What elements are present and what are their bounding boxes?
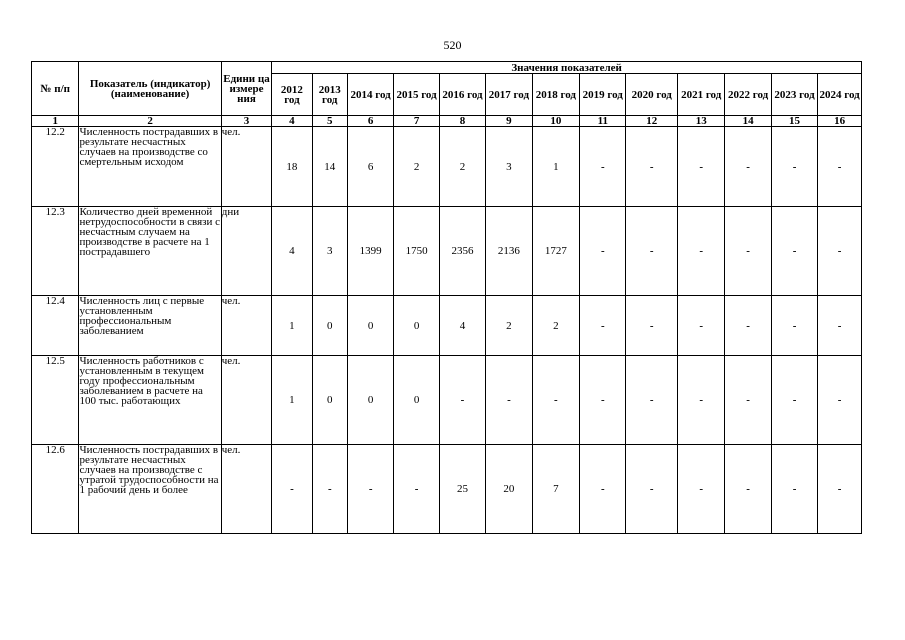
value-cell: - [725,207,771,296]
value-cell: - [486,356,532,445]
column-number: 5 [312,116,347,127]
value-cell: - [677,127,724,207]
indicators-table [31,61,862,534]
value-cell: 0 [347,296,393,356]
header-year: 2017 год [486,74,532,116]
value-cell: 20 [486,445,532,534]
value-cell: - [580,296,626,356]
value-cell: - [771,207,817,296]
value-cell: 0 [312,296,347,356]
value-cell: 4 [272,207,312,296]
value-cell: - [626,445,677,534]
value-cell: - [532,356,579,445]
header-year: 2015 год [394,74,439,116]
column-number: 1 [32,116,79,127]
table-row [32,127,862,207]
value-cell: - [580,356,626,445]
indicator-name: Количество дней временной нетрудоспособности в связи с несчастным случаем на производстве в расчете на 1 пострадавшего [79,207,221,296]
value-cell: - [725,356,771,445]
value-cell: - [580,127,626,207]
column-number: 10 [532,116,579,127]
value-cell: - [677,445,724,534]
table-row [32,207,862,296]
value-cell: - [725,296,771,356]
row-number: 12.2 [32,127,79,207]
value-cell: 25 [439,445,485,534]
header-unit: Едини ца измере ния [221,62,271,116]
value-cell: 2 [439,127,485,207]
column-number: 15 [771,116,817,127]
value-cell: - [677,356,724,445]
value-cell: - [580,207,626,296]
column-number: 11 [580,116,626,127]
row-number: 12.4 [32,296,79,356]
value-cell: 14 [312,127,347,207]
header-values-group: Значения показателей [272,62,862,74]
value-cell: 4 [439,296,485,356]
header-year: 2020 год [626,74,677,116]
unit-cell: чел. [221,356,271,445]
column-number: 2 [79,116,221,127]
value-cell: 1 [272,356,312,445]
indicator-name: Численность пострадавших в результате несчастных случаев на производстве с утратой трудоспособности на 1 рабочий день и более [79,445,221,534]
header-year: 2019 год [580,74,626,116]
unit-cell: чел. [221,445,271,534]
value-cell: - [626,356,677,445]
value-cell: - [626,296,677,356]
column-number: 14 [725,116,771,127]
value-cell: 2356 [439,207,485,296]
value-cell: - [580,445,626,534]
value-cell: 1750 [394,207,439,296]
header-year: 2013 год [312,74,347,116]
column-number: 13 [677,116,724,127]
row-number: 12.6 [32,445,79,534]
value-cell: - [771,445,817,534]
header-year: 2012 год [272,74,312,116]
unit-cell: дни [221,207,271,296]
value-cell: 3 [312,207,347,296]
value-cell: 1 [272,296,312,356]
unit-cell: чел. [221,127,271,207]
page-number: 520 [443,38,462,52]
value-cell: - [818,207,862,296]
value-cell: - [347,445,393,534]
column-number-row [32,116,862,127]
value-cell: - [312,445,347,534]
value-cell: 2 [486,296,532,356]
value-cell: - [272,445,312,534]
column-number: 12 [626,116,677,127]
header-year: 2018 год [532,74,579,116]
unit-cell: чел. [221,296,271,356]
header-year: 2023 год [771,74,817,116]
column-number: 9 [486,116,532,127]
header-year: 2022 год [725,74,771,116]
header-year: 2024 год [818,74,862,116]
value-cell: 7 [532,445,579,534]
value-cell: 0 [347,356,393,445]
value-cell: 2 [394,127,439,207]
value-cell: 3 [486,127,532,207]
value-cell: - [677,296,724,356]
value-cell: - [771,356,817,445]
indicator-name: Численность работников с установленным в текущем году профессиональным заболеванием в расчете на 100 тыс. работающих [79,356,221,445]
value-cell: - [818,127,862,207]
value-cell: - [626,127,677,207]
table-row [32,356,862,445]
value-cell: 1399 [347,207,393,296]
row-number: 12.3 [32,207,79,296]
value-cell: 0 [394,296,439,356]
indicator-name: Численность пострадавших в результате несчастных случаев на производстве со смертельным исходом [79,127,221,207]
table-row [32,445,862,534]
value-cell: - [818,356,862,445]
row-number: 12.5 [32,356,79,445]
column-number: 16 [818,116,862,127]
value-cell: - [677,207,724,296]
column-number: 6 [347,116,393,127]
value-cell: - [439,356,485,445]
value-cell: - [771,296,817,356]
value-cell: - [626,207,677,296]
value-cell: 6 [347,127,393,207]
column-number: 8 [439,116,485,127]
value-cell: 1 [532,127,579,207]
value-cell: 18 [272,127,312,207]
value-cell: 2136 [486,207,532,296]
value-cell: - [818,296,862,356]
value-cell: 0 [312,356,347,445]
value-cell: - [394,445,439,534]
indicator-name: Численность лиц с первые установленным профессиональным заболеванием [79,296,221,356]
value-cell: - [725,445,771,534]
header-year: 2021 год [677,74,724,116]
header-indicator: Показатель (индикатор) (наименование) [79,62,221,116]
value-cell: - [818,445,862,534]
value-cell: - [771,127,817,207]
header-year: 2014 год [347,74,393,116]
value-cell: - [725,127,771,207]
column-number: 7 [394,116,439,127]
header-num: № п/п [32,62,79,116]
column-number: 3 [221,116,271,127]
value-cell: 2 [532,296,579,356]
table-row [32,296,862,356]
value-cell: 1727 [532,207,579,296]
column-number: 4 [272,116,312,127]
header-year: 2016 год [439,74,485,116]
value-cell: 0 [394,356,439,445]
